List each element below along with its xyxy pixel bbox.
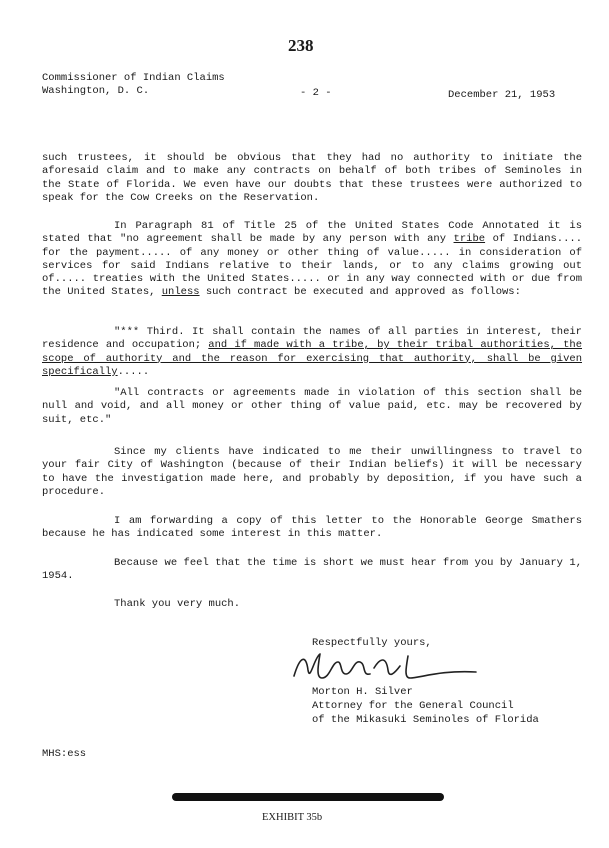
redaction-bar bbox=[172, 793, 444, 801]
paragraph-usc-text-a: In Paragraph 81 of Title 25 of the United States Code Annotated it is stated that "no agreement shall be made by any person with any bbox=[42, 220, 582, 246]
signer-name: Morton H. Silver bbox=[312, 686, 413, 698]
paragraph-travel: Since my clients have indicated to me their unwillingness to travel to your fair City of Washington (because of their Indian beliefs) it will be necessary to have the investigation made here, and probably by deposition, if you have such a procedure. bbox=[42, 446, 582, 498]
handwritten-signature bbox=[290, 648, 480, 688]
paragraph-trustees: such trustees, it should be obvious that they had no authority to initiate the aforesaid claim and to make any contracts on behalf of both tribes of Seminoles in the State of Florida. We even have our doubts that these trustees were authorized to speak for the Cow Creeks on the Reservation. bbox=[42, 152, 582, 204]
paragraph-smathers: I am forwarding a copy of this letter to the Honorable George Smathers because he has indicated some interest in this matter. bbox=[42, 515, 582, 541]
quote-third-text-a: "*** Third. It shall contain the names of all parties in interest, their residence and occupation; bbox=[42, 326, 582, 352]
typist-initials: MHS:ess bbox=[42, 748, 87, 760]
quote-third-text-b: ..... bbox=[117, 365, 150, 378]
exhibit-label: EXHIBIT 35b bbox=[262, 812, 323, 823]
recipient-city: Washington, D. C. bbox=[42, 85, 150, 97]
paragraph-deadline: Because we feel that the time is short we must hear from you by January 1, 1954. bbox=[42, 557, 582, 583]
paragraph-usc bbox=[42, 220, 582, 300]
underlined-tribe: tribe bbox=[453, 233, 486, 246]
signer-title-line2: of the Mikasuki Seminoles of Florida bbox=[312, 714, 539, 726]
signer-title-line1: Attorney for the General Council bbox=[312, 700, 514, 712]
quote-third bbox=[42, 326, 582, 379]
page-marker: - 2 - bbox=[300, 87, 332, 99]
letter-date: December 21, 1953 bbox=[448, 89, 556, 101]
closing-salutation: Respectfully yours, bbox=[312, 637, 432, 649]
paragraph-thanks: Thank you very much. bbox=[114, 598, 241, 610]
underlined-unless: unless bbox=[161, 286, 200, 299]
paragraph-usc-text-b: of Indians.... for the payment..... of any money or other thing of value..... in consideration of services for said Indians relative to their lands, or to any claims growing out of..... treaties with the United States..... or in any way connected with or due from the United States, bbox=[42, 233, 583, 299]
quote-contracts: "All contracts or agreements made in violation of this section shall be null and void, and all money or other thing of value paid, etc. may be recovered by suit, etc." bbox=[42, 387, 582, 426]
page-number: 238 bbox=[288, 36, 314, 55]
recipient-name: Commissioner of Indian Claims bbox=[42, 72, 225, 84]
paragraph-usc-text-c: such contract be executed and approved as follows: bbox=[199, 286, 521, 299]
quote-third-underlined: and if made with a tribe, by their tribal authorities, the scope of authority and the reason for exercising that authority, shall be given specifically bbox=[42, 339, 582, 378]
